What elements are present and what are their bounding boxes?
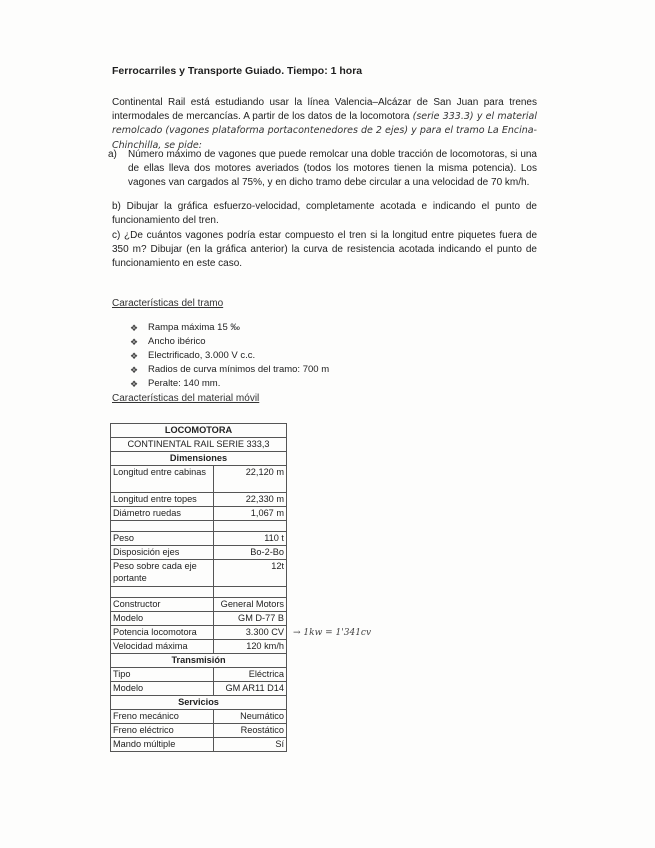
bullet-diamond-icon: ❖ <box>130 379 139 389</box>
table-row-empty <box>111 587 287 598</box>
table-section-transmision: Transmisión <box>111 654 287 668</box>
table-cell-label: Diámetro ruedas <box>111 507 214 521</box>
question-b: b) Dibujar la gráfica esfuerzo-velocidad, completamente acotada e indicando el punto de funcionamiento del tren. <box>112 201 537 227</box>
bullet-diamond-icon: ❖ <box>130 337 139 347</box>
table-cell-value: 22,120 m <box>214 466 287 493</box>
table-row <box>111 546 287 560</box>
table-cell-label: Modelo <box>111 612 214 626</box>
list-item <box>130 349 329 363</box>
table-cell-label: Disposición ejes <box>111 546 214 560</box>
list-item-text: Ancho ibérico <box>148 336 206 347</box>
table-cell-value: 22,330 m <box>214 493 287 507</box>
table-section-dimensiones: Dimensiones <box>111 452 287 466</box>
bullet-diamond-icon: ❖ <box>130 351 139 361</box>
list-item-text: Electrificado, 3.000 V c.c. <box>148 350 256 361</box>
locomotive-spec-table <box>110 423 287 752</box>
table-cell-value: 120 km/h <box>214 640 287 654</box>
intro-paragraph <box>112 96 537 153</box>
table-row <box>111 682 287 696</box>
question-a-text: Número máximo de vagones que puede remolcar una doble tracción de locomotoras, si una de ellas lleva dos motores averiados (todos los motores tienen la misma potencia). Los vagones van cargados al 75%, y en dicho tramo debe circular a una velocidad de 70 km/h. <box>128 149 537 189</box>
table-cell-label: Peso <box>111 532 214 546</box>
list-item-text: Rampa máxima 15 ‰ <box>148 322 240 333</box>
bullet-diamond-icon: ❖ <box>130 365 139 375</box>
question-a <box>108 148 537 191</box>
table-cell-label: Longitud entre topes <box>111 493 214 507</box>
table-cell-value: Sí <box>214 738 287 752</box>
table-section-servicios: Servicios <box>111 696 287 710</box>
table-title: LOCOMOTORA <box>111 424 287 438</box>
table-cell-label: Potencia locomotora <box>111 626 214 640</box>
list-item <box>130 377 329 391</box>
list-item <box>130 335 329 349</box>
table-subtitle: CONTINENTAL RAIL SERIE 333,3 <box>111 438 287 452</box>
table-cell-value: GM AR11 D14 <box>214 682 287 696</box>
list-item <box>130 363 329 377</box>
handwritten-note: → 1kw = 1'341cv <box>293 628 372 638</box>
table-cell-label: Constructor <box>111 598 214 612</box>
page-title: Ferrocarriles y Transporte Guiado. Tiempo: 1 hora <box>112 65 363 77</box>
table-row <box>111 640 287 654</box>
table-cell-value: 3.300 CV <box>214 626 287 640</box>
table-row <box>111 466 287 493</box>
section-heading-material: Características del material móvil <box>112 393 260 404</box>
question-c: c) ¿De cuántos vagones podría estar compuesto el tren si la longitud entre piquetes fuera de 350 m? Dibujar (en la gráfica anterior) la curva de resistencia acotada indicando el punto de funcionamiento en este caso. <box>112 230 537 270</box>
table-cell-label: Tipo <box>111 668 214 682</box>
intro-handwritten-text: (serie 333.3) y el material remolcado (vagones plataforma portacontenedores de 2 ejes) y para el tramo La Encina-Chinchilla, se pide: <box>112 111 538 151</box>
table-row <box>111 738 287 752</box>
table-row <box>111 493 287 507</box>
table-cell-value: 12t <box>214 560 287 587</box>
table-cell-label: Freno eléctrico <box>111 724 214 738</box>
table-row <box>111 612 287 626</box>
list-item <box>130 321 329 335</box>
section-heading-tramo: Características del tramo <box>112 298 224 309</box>
table-cell-label: Freno mecánico <box>111 710 214 724</box>
table-cell-value: GM D-77 B <box>214 612 287 626</box>
table-cell-label: Velocidad máxima <box>111 640 214 654</box>
table-cell-value: Eléctrica <box>214 668 287 682</box>
table-cell-label: Modelo <box>111 682 214 696</box>
table-cell-value: 110 t <box>214 532 287 546</box>
table-cell-value: Reostático <box>214 724 287 738</box>
table-row-empty <box>111 521 287 532</box>
table-cell-value: Bo-2-Bo <box>214 546 287 560</box>
table-cell-value: General Motors <box>214 598 287 612</box>
table-row <box>111 724 287 738</box>
table-row <box>111 598 287 612</box>
bullet-diamond-icon: ❖ <box>130 323 139 333</box>
table-cell-value: 1,067 m <box>214 507 287 521</box>
question-a-label: a) <box>108 149 117 160</box>
list-item-text: Radios de curva mínimos del tramo: 700 m <box>148 364 330 375</box>
table-row <box>111 507 287 521</box>
table-row <box>111 560 287 587</box>
table-row <box>111 626 287 640</box>
table-cell-label: Peso sobre cada eje portante <box>111 560 214 587</box>
table-cell-value: Neumático <box>214 710 287 724</box>
list-item-text: Peralte: 140 mm. <box>148 378 221 389</box>
table-cell-label: Longitud entre cabinas <box>111 466 214 493</box>
tramo-feature-list <box>130 321 329 391</box>
table-cell-label: Mando múltiple <box>111 738 214 752</box>
intro-text: Continental Rail está estudiando usar la línea Valencia–Alcázar de San Juan para trenes intermodales de mercancías. A partir de los datos de la locomotora <box>112 97 537 123</box>
table-row <box>111 532 287 546</box>
table-row <box>111 710 287 724</box>
table-row <box>111 668 287 682</box>
